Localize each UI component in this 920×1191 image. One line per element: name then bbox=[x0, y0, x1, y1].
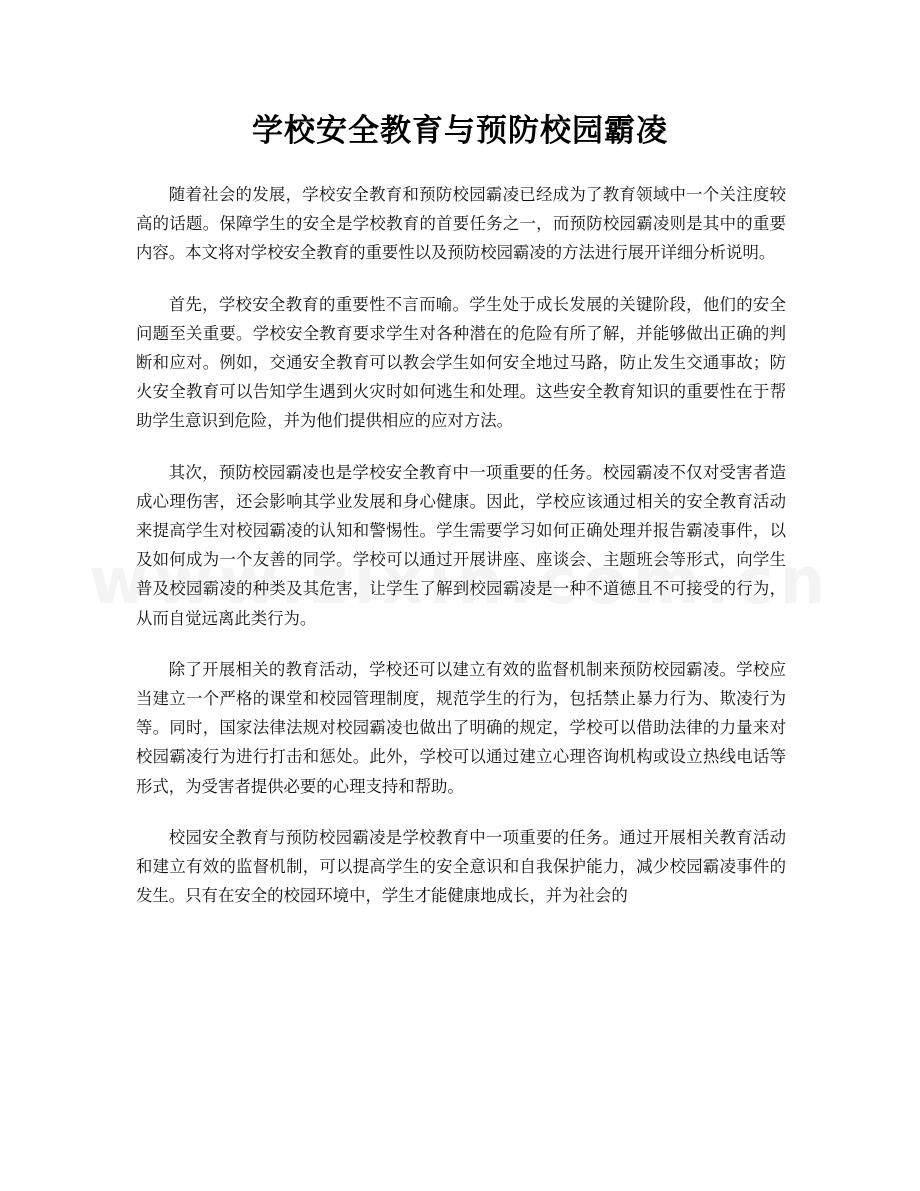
paragraph-2: 首先，学校安全教育的重要性不言而喻。学生处于成长发展的关键阶段，他们的安全问题至关重要。学校安全教育要求学生对各种潜在的危险有所了解，并能够做出正确的判断和应对。例如，交通安全教育可以教会学生如何安全地过马路，防止发生交通事故；防火安全教育可以告知学生遇到火灾时如何逃生和处理。这些安全教育知识的重要性在于帮助学生意识到危险，并为他们提供相应的应对方法。 bbox=[136, 294, 786, 431]
paragraph-5: 校园安全教育与预防校园霸凌是学校教育中一项重要的任务。通过开展相关教育活动和建立有效的监督机制，可以提高学生的安全意识和自我保护能力，减少校园霸凌事件的发生。只有在安全的校园环境中，学生才能健康地成长，并为社会的 bbox=[136, 827, 786, 906]
paragraph-1: 随着社会的发展，学校安全教育和预防校园霸凌已经成为了教育领域中一个关注度较高的话题。保障学生的安全是学校教育的首要任务之一，而预防校园霸凌则是其中的重要内容。本文将对学校安全教育的重要性以及预防校园霸凌的方法进行展开详细分析说明。 bbox=[136, 185, 786, 263]
document-body bbox=[136, 180, 786, 932]
document-title: 学校安全教育与预防校园霸凌 bbox=[252, 113, 668, 149]
paragraph-4: 除了开展相关的教育活动，学校还可以建立有效的监督机制来预防校园霸凌。学校应当建立一个严格的课堂和校园管理制度，规范学生的行为，包括禁止暴力行为、欺凌行为等。同时，国家法律法规对校园霸凌也做出了明确的规定，学校可以借助法律的力量来对校园霸凌行为进行打击和惩处。此外，学校可以通过建立心理咨询机构或设立热线电话等形式，为受害者提供必要的心理支持和帮助。 bbox=[136, 659, 786, 796]
paragraph-3: 其次，预防校园霸凌也是学校安全教育中一项重要的任务。校园霸凌不仅对受害者造成心理伤害，还会影响其学业发展和身心健康。因此，学校应该通过相关的安全教育活动来提高学生对校园霸凌的认知和警惕性。学生需要学习如何正确处理并报告霸凌事件，以及如何成为一个友善的同学。学校可以通过开展讲座、座谈会、主题班会等形式，向学生普及校园霸凌的种类及其危害，让学生了解到校园霸凌是一种不道德且不可接受的行为，从而自觉远离此类行为。 bbox=[136, 462, 786, 628]
